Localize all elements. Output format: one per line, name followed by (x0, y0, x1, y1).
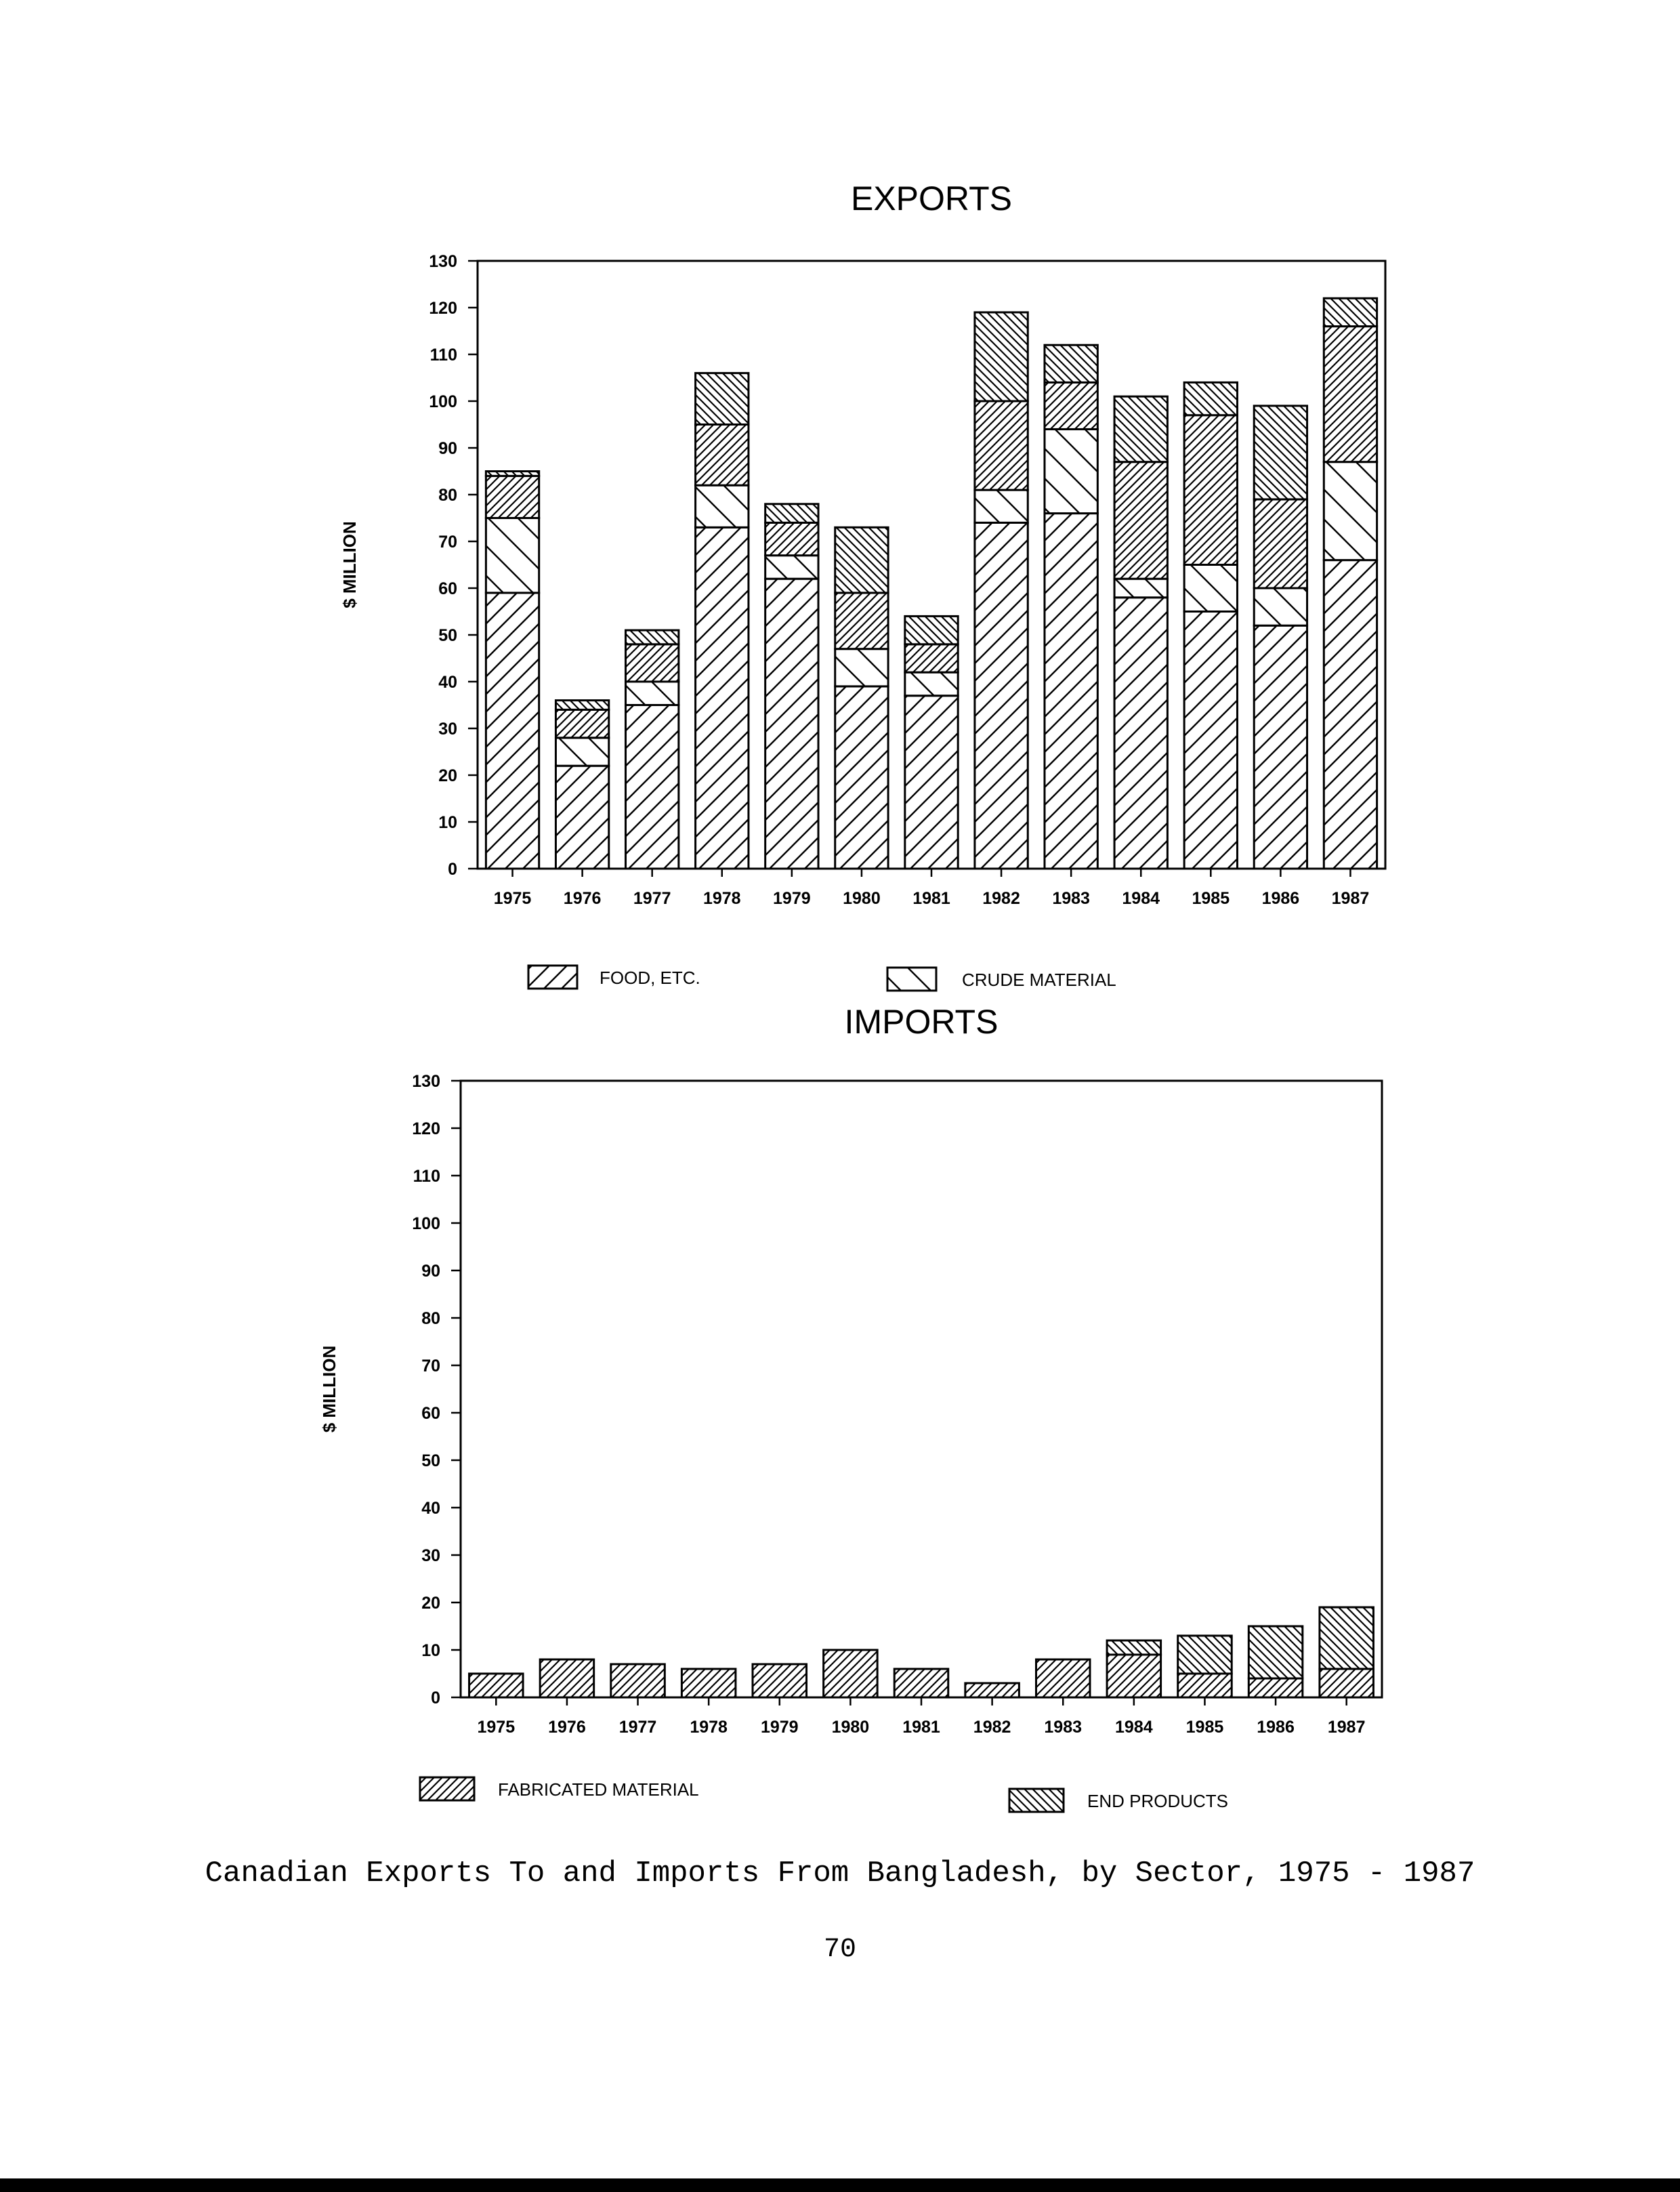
imports-ytick-label: 60 (421, 1404, 440, 1423)
exports-bar-1978-seg-0 (696, 527, 749, 869)
imports-ytick-label: 80 (421, 1309, 440, 1328)
exports-ytick-label: 60 (438, 579, 457, 598)
exports-xtick-label-1979: 1979 (773, 889, 811, 908)
imports-bar-1980-seg-0 (824, 1650, 878, 1697)
exports-legend-label-1: CRUDE MATERIAL (962, 970, 1116, 990)
exports-xtick-label-1977: 1977 (633, 889, 671, 908)
exports-bar-1981-seg-3 (905, 616, 958, 644)
imports-ytick-label: 20 (421, 1594, 440, 1613)
imports-bar-1981-seg-0 (894, 1669, 948, 1697)
exports-legend-swatch-1 (887, 968, 936, 991)
exports-bar-1975-seg-3 (486, 472, 539, 476)
imports-bar-1984-seg-1 (1107, 1640, 1161, 1655)
exports-ytick-label: 10 (438, 813, 457, 832)
exports-chart (339, 180, 1385, 991)
exports-bar-1986-seg-3 (1254, 406, 1307, 499)
imports-bar-1985-seg-1 (1178, 1636, 1232, 1674)
exports-ytick-label: 70 (438, 533, 457, 552)
exports-bar-1983-seg-1 (1045, 429, 1097, 513)
exports-bar-1984-seg-2 (1114, 462, 1167, 579)
exports-bar-1980-seg-3 (835, 527, 888, 593)
exports-bar-1983-seg-3 (1045, 345, 1097, 382)
exports-bar-1979-seg-0 (765, 579, 818, 869)
exports-bar-1982-seg-0 (975, 522, 1028, 869)
exports-xtick-label-1985: 1985 (1192, 889, 1230, 908)
imports-bar-1976-seg-0 (540, 1659, 594, 1697)
exports-bar-1977-seg-1 (626, 682, 679, 705)
exports-bar-1976-seg-3 (555, 701, 608, 710)
exports-legend-label-0: FOOD, ETC. (600, 968, 700, 988)
imports-legend-swatch-1 (1009, 1789, 1064, 1812)
exports-bar-1979-seg-3 (765, 504, 818, 523)
imports-xtick-label-1981: 1981 (902, 1718, 940, 1737)
imports-xtick-label-1986: 1986 (1257, 1718, 1295, 1737)
exports-bar-1987-seg-2 (1324, 327, 1377, 462)
exports-bar-1987-seg-0 (1324, 560, 1377, 869)
imports-legend-label-1: END PRODUCTS (1087, 1791, 1229, 1811)
imports-legend-swatch-0 (420, 1777, 474, 1800)
imports-bar-1984-seg-0 (1107, 1655, 1161, 1697)
exports-xtick-label-1987: 1987 (1331, 889, 1370, 908)
exports-bar-1978-seg-1 (696, 485, 749, 527)
imports-ytick-label: 30 (421, 1546, 440, 1565)
exports-ylabel: $ MILLION (339, 521, 360, 608)
exports-bar-1985-seg-3 (1184, 382, 1237, 415)
exports-bar-1982-seg-1 (975, 490, 1028, 522)
exports-xtick-label-1986: 1986 (1261, 889, 1300, 908)
exports-ytick-label: 90 (438, 439, 457, 458)
exports-xtick-label-1976: 1976 (563, 889, 602, 908)
exports-legend-swatch-0 (528, 966, 577, 989)
exports-bar-1981-seg-0 (905, 696, 958, 869)
exports-bar-1978-seg-2 (696, 425, 749, 486)
exports-bar-1975-seg-2 (486, 476, 539, 518)
exports-bar-1980-seg-2 (835, 593, 888, 649)
exports-xtick-label-1983: 1983 (1052, 889, 1090, 908)
imports-ytick-label: 0 (431, 1689, 440, 1708)
exports-bar-1987-seg-3 (1324, 298, 1377, 326)
imports-xtick-label-1983: 1983 (1044, 1718, 1083, 1737)
exports-bar-1978-seg-3 (696, 373, 749, 425)
exports-bar-1986-seg-1 (1254, 588, 1307, 625)
exports-bar-1985-seg-0 (1184, 612, 1237, 869)
imports-bar-1975-seg-0 (469, 1674, 524, 1697)
exports-bar-1980-seg-0 (835, 686, 888, 869)
exports-bar-1985-seg-2 (1184, 415, 1237, 565)
exports-bar-1979-seg-2 (765, 522, 818, 555)
exports-ytick-label: 80 (438, 486, 457, 505)
imports-bar-1978-seg-0 (681, 1669, 736, 1697)
exports-bar-1983-seg-0 (1045, 514, 1097, 869)
exports-bar-1982-seg-2 (975, 401, 1028, 490)
exports-bar-1983-seg-2 (1045, 382, 1097, 429)
imports-xtick-label-1975: 1975 (477, 1718, 516, 1737)
exports-bar-1987-seg-1 (1324, 462, 1377, 560)
exports-bar-1984-seg-3 (1114, 396, 1167, 462)
exports-bar-1986-seg-0 (1254, 625, 1307, 869)
exports-ytick-label: 50 (438, 626, 457, 645)
imports-bar-1987-seg-0 (1320, 1669, 1374, 1697)
imports-bar-1987-seg-1 (1320, 1607, 1374, 1669)
exports-ytick-label: 100 (429, 392, 457, 411)
page-number: 70 (823, 1935, 856, 1965)
imports-ytick-label: 130 (412, 1072, 440, 1091)
exports-xtick-label-1975: 1975 (493, 889, 532, 908)
exports-ytick-label: 130 (429, 252, 457, 271)
exports-ytick-label: 0 (448, 860, 457, 879)
exports-bar-1986-seg-2 (1254, 499, 1307, 588)
exports-xtick-label-1981: 1981 (912, 889, 950, 908)
exports-bar-1977-seg-3 (626, 630, 679, 644)
exports-title: EXPORTS (850, 180, 1013, 218)
page-bottom-rule (0, 2178, 1680, 2192)
imports-ytick-label: 90 (421, 1262, 440, 1281)
exports-bar-1976-seg-2 (555, 709, 608, 737)
figure-caption: Canadian Exports To and Imports From Bangladesh, by Sector, 1975 - 1987 (205, 1857, 1475, 1890)
imports-chart (319, 1003, 1382, 1812)
exports-bar-1984-seg-0 (1114, 598, 1167, 869)
imports-xtick-label-1976: 1976 (548, 1718, 586, 1737)
exports-bar-1977-seg-2 (626, 644, 679, 682)
imports-bar-1982-seg-0 (965, 1683, 1020, 1697)
exports-bar-1975-seg-0 (486, 593, 539, 869)
imports-ytick-label: 100 (412, 1214, 440, 1233)
imports-bar-1986-seg-0 (1248, 1678, 1303, 1697)
exports-ytick-label: 40 (438, 673, 457, 692)
exports-bar-1975-seg-1 (486, 518, 539, 593)
exports-bar-1980-seg-1 (835, 649, 888, 686)
imports-xtick-label-1984: 1984 (1115, 1718, 1153, 1737)
exports-bar-1984-seg-1 (1114, 579, 1167, 598)
imports-ylabel: $ MILLION (319, 1345, 339, 1433)
imports-bar-1977-seg-0 (611, 1664, 665, 1697)
exports-xtick-label-1982: 1982 (982, 889, 1020, 908)
exports-ytick-label: 110 (429, 346, 457, 365)
imports-xtick-label-1982: 1982 (973, 1718, 1011, 1737)
imports-ytick-label: 120 (412, 1119, 440, 1138)
exports-bar-1981-seg-2 (905, 644, 958, 672)
exports-bar-1977-seg-0 (626, 705, 679, 869)
exports-ytick-label: 120 (429, 299, 457, 318)
imports-ytick-label: 110 (413, 1167, 440, 1186)
imports-xtick-label-1979: 1979 (760, 1718, 799, 1737)
exports-bar-1985-seg-1 (1184, 565, 1237, 612)
imports-xtick-label-1987: 1987 (1327, 1718, 1366, 1737)
imports-xtick-label-1977: 1977 (618, 1718, 657, 1737)
imports-title: IMPORTS (844, 1003, 999, 1041)
imports-ytick-label: 40 (421, 1499, 440, 1518)
imports-bar-1985-seg-0 (1178, 1674, 1232, 1697)
exports-bar-1976-seg-1 (555, 738, 608, 766)
imports-xtick-label-1980: 1980 (831, 1718, 870, 1737)
exports-bar-1982-seg-3 (975, 312, 1028, 401)
exports-xtick-label-1984: 1984 (1122, 889, 1160, 908)
exports-bar-1981-seg-1 (905, 672, 958, 695)
imports-bar-1986-seg-1 (1248, 1626, 1303, 1678)
imports-xtick-label-1985: 1985 (1185, 1718, 1224, 1737)
imports-plot-frame (461, 1081, 1382, 1697)
exports-ytick-label: 30 (438, 720, 457, 739)
exports-bar-1976-seg-0 (555, 766, 608, 869)
exports-xtick-label-1980: 1980 (843, 889, 881, 908)
imports-ytick-label: 10 (421, 1641, 440, 1660)
imports-legend-label-0: FABRICATED MATERIAL (498, 1779, 699, 1800)
imports-ytick-label: 70 (421, 1357, 440, 1376)
imports-bar-1983-seg-0 (1036, 1659, 1090, 1697)
imports-xtick-label-1978: 1978 (690, 1718, 728, 1737)
exports-ytick-label: 20 (438, 766, 457, 785)
imports-bar-1979-seg-0 (753, 1664, 807, 1697)
exports-bar-1979-seg-1 (765, 556, 818, 579)
exports-xtick-label-1978: 1978 (702, 889, 741, 908)
imports-ytick-label: 50 (421, 1451, 440, 1470)
